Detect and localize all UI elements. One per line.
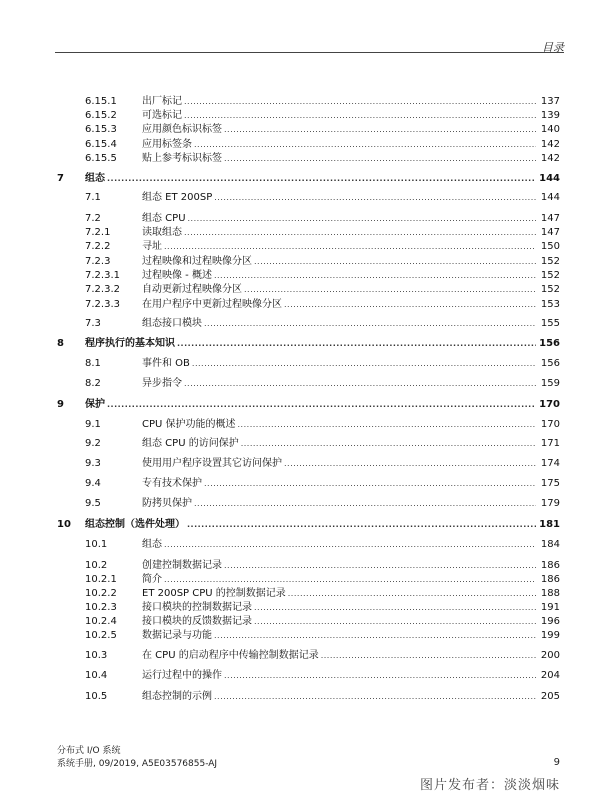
toc-entry-number: 10.3 — [85, 650, 108, 661]
toc-entry-number: 10.5 — [85, 691, 108, 702]
toc-entry-title: 防拷贝保护 — [142, 498, 192, 509]
toc-entry-page: 181 — [539, 519, 560, 530]
toc-entry-page: 152 — [540, 270, 560, 281]
toc-entry-row[interactable] — [0, 649, 600, 663]
toc-entry-row[interactable] — [0, 615, 600, 629]
toc-dot-leader — [164, 573, 536, 587]
toc-entry-number: 9.4 — [85, 478, 101, 489]
toc-entry-title: ET 200SP CPU 的控制数据记录 — [142, 588, 286, 599]
toc-entry-line — [142, 573, 560, 587]
toc-dot-leader — [254, 255, 536, 269]
toc-entry-title: 组态控制（选件处理） — [85, 519, 185, 530]
toc-entry-page: 186 — [540, 574, 560, 585]
toc-dot-leader — [244, 283, 536, 297]
toc-entry-number: 8.1 — [85, 358, 101, 369]
toc-entry-line — [142, 317, 560, 331]
toc-dot-leader — [204, 317, 536, 331]
toc-entry-title: 在 CPU 的启动程序中传输控制数据记录 — [142, 650, 319, 661]
toc-entry-page: 140 — [540, 124, 560, 135]
toc-entry-row[interactable] — [0, 123, 600, 137]
toc-entry-page: 150 — [540, 241, 560, 252]
toc-entry-number: 10.4 — [85, 670, 108, 681]
toc-entry-title: 应用颜色标识标签 — [142, 124, 222, 135]
toc-entry-row[interactable] — [0, 497, 600, 511]
toc-entry-row[interactable] — [0, 437, 600, 451]
toc-dot-leader — [224, 152, 536, 166]
toc-entry-number: 8 — [57, 338, 64, 349]
toc-entry-number: 9.2 — [85, 438, 101, 449]
toc-entry-number: 10.2.3 — [85, 602, 117, 613]
toc-dot-leader — [187, 518, 536, 532]
toc-entry-number: 8.2 — [85, 378, 101, 389]
toc-entry-row[interactable] — [0, 240, 600, 254]
toc-dot-leader — [224, 559, 536, 573]
watermark-text: 图片发布者：淡淡烟味 — [419, 778, 560, 793]
toc-entry-number: 10.2.1 — [85, 574, 117, 585]
toc-entry-title: CPU 保护功能的概述 — [142, 419, 236, 430]
toc-entry-page: 199 — [540, 630, 560, 641]
toc-entry-line — [142, 283, 560, 297]
toc-entry-title: 接口模块的反馈数据记录 — [142, 616, 252, 627]
toc-entry-line — [142, 690, 560, 704]
toc-entry-page: 142 — [540, 139, 560, 150]
toc-entry-number: 7.2.3.2 — [85, 284, 120, 295]
toc-entry-number: 6.15.3 — [85, 124, 117, 135]
toc-entry-number: 6.15.4 — [85, 139, 117, 150]
toc-entry-title: 组态控制的示例 — [142, 691, 212, 702]
toc-entry-number: 6.15.1 — [85, 96, 117, 107]
toc-dot-leader — [184, 95, 536, 109]
toc-entry-number: 7.3 — [85, 318, 101, 329]
toc-entry-title: 组态 CPU — [142, 213, 186, 224]
toc-entry-line — [142, 437, 560, 451]
toc-entry-page: 205 — [540, 691, 560, 702]
toc-entry-line — [142, 298, 560, 312]
toc-entry-row[interactable] — [0, 629, 600, 643]
toc-entry-line — [142, 457, 560, 471]
toc-entry-page: 152 — [540, 284, 560, 295]
toc-entry-page: 142 — [540, 153, 560, 164]
toc-entry-row[interactable] — [0, 587, 600, 601]
toc-entry-line — [142, 138, 560, 152]
footer-product: 分布式 I/O 系统 — [57, 746, 121, 756]
toc-entry-line — [142, 418, 560, 432]
toc-entry-title: 出厂标记 — [142, 96, 182, 107]
toc-entry-page: 144 — [540, 192, 560, 203]
toc-entry-line — [142, 240, 560, 254]
toc-entry-page: 159 — [540, 378, 560, 389]
toc-entry-row[interactable] — [0, 690, 600, 704]
toc-dot-leader — [177, 337, 536, 351]
toc-entry-line — [142, 226, 560, 240]
toc-entry-line — [142, 497, 560, 511]
toc-entry-title: 组态 — [85, 173, 105, 184]
toc-entry-title: 保护 — [85, 399, 105, 410]
toc-entry-number: 6.15.2 — [85, 110, 117, 121]
toc-entry-line — [142, 649, 560, 663]
toc-entry-page: 156 — [540, 358, 560, 369]
toc-entry-title: 组态接口模块 — [142, 318, 202, 329]
toc-chapter-row[interactable] — [0, 172, 600, 186]
toc-dot-leader — [164, 538, 536, 552]
toc-entry-page: 170 — [539, 399, 560, 410]
toc-entry-row[interactable] — [0, 669, 600, 683]
toc-entry-number: 7.2.1 — [85, 227, 111, 238]
toc-entry-number: 9.1 — [85, 419, 101, 430]
toc-entry-row[interactable] — [0, 377, 600, 391]
toc-entry-page: 155 — [540, 318, 560, 329]
toc-entry-row[interactable] — [0, 477, 600, 491]
toc-entry-line — [142, 587, 560, 601]
toc-entry-line — [142, 109, 560, 123]
header-title: 目录 — [542, 41, 564, 54]
toc-entry-number: 6.15.5 — [85, 153, 117, 164]
toc-entry-title: 简介 — [142, 574, 162, 585]
toc-entry-row[interactable] — [0, 283, 600, 297]
toc-entry-page: 171 — [540, 438, 560, 449]
toc-entry-row[interactable] — [0, 212, 600, 226]
toc-entry-row[interactable] — [0, 138, 600, 152]
toc-entry-line — [142, 255, 560, 269]
toc-entry-number: 7.2.2 — [85, 241, 111, 252]
toc-entry-line — [142, 601, 560, 615]
toc-entry-line — [142, 477, 560, 491]
toc-dot-leader — [192, 357, 536, 371]
toc-entry-line — [142, 212, 560, 226]
footer-manual-info: 系统手册, 09/2019, A5E03576855-AJ — [57, 759, 218, 769]
toc-dot-leader — [224, 123, 536, 137]
toc-entry-row[interactable] — [0, 457, 600, 471]
toc-entry-line — [142, 377, 560, 391]
toc-entry-number: 10.1 — [85, 539, 108, 550]
toc-entry-page: 137 — [540, 96, 560, 107]
toc-entry-title: 接口模块的控制数据记录 — [142, 602, 252, 613]
toc-dot-leader — [164, 240, 536, 254]
toc-entry-page: 188 — [540, 588, 560, 599]
toc-entry-page: 156 — [539, 338, 560, 349]
toc-entry-page: 170 — [540, 419, 560, 430]
toc-entry-page: 186 — [540, 560, 560, 571]
toc-dot-leader — [107, 398, 536, 412]
toc-entry-title: 过程映像 - 概述 — [142, 270, 212, 281]
toc-entry-line — [142, 538, 560, 552]
toc-entry-title: 组态 — [142, 539, 162, 550]
toc-entry-number: 7.2.3.1 — [85, 270, 120, 281]
toc-entry-title: 数据记录与功能 — [142, 630, 212, 641]
toc-dot-leader — [214, 269, 536, 283]
toc-entry-number: 9 — [57, 399, 64, 410]
toc-entry-line — [142, 95, 560, 109]
toc-entry-row[interactable] — [0, 357, 600, 371]
toc-entry-title: 可选标记 — [142, 110, 182, 121]
toc-entry-page: 184 — [540, 539, 560, 550]
toc-dot-leader — [238, 418, 536, 432]
toc-entry-page: 204 — [540, 670, 560, 681]
toc-dot-leader — [288, 587, 536, 601]
toc-dot-leader — [204, 477, 536, 491]
toc-entry-title: 运行过程中的操作 — [142, 670, 222, 681]
toc-entry-row[interactable] — [0, 298, 600, 312]
toc-dot-leader — [184, 377, 536, 391]
toc-entry-page: 175 — [540, 478, 560, 489]
toc-entry-line — [142, 152, 560, 166]
toc-entry-number: 10.2.4 — [85, 616, 117, 627]
toc-entry-line — [142, 191, 560, 205]
toc-chapter-row[interactable] — [0, 398, 600, 412]
page-number: 9 — [553, 757, 560, 768]
toc-entry-title: 在用户程序中更新过程映像分区 — [142, 299, 282, 310]
toc-dot-leader — [188, 212, 536, 226]
toc-dot-leader — [224, 669, 536, 683]
toc-entry-line — [142, 669, 560, 683]
toc-entry-row[interactable] — [0, 109, 600, 123]
toc-dot-leader — [214, 690, 536, 704]
toc-entry-number: 9.3 — [85, 458, 101, 469]
toc-entry-number: 10.2 — [85, 560, 108, 571]
toc-entry-number: 9.5 — [85, 498, 101, 509]
toc-entry-number: 10.2.5 — [85, 630, 117, 641]
toc-entry-number: 7 — [57, 173, 64, 184]
toc-entry-title: 读取组态 — [142, 227, 182, 238]
toc-entry-page: 196 — [540, 616, 560, 627]
toc-chapter-row[interactable] — [0, 337, 600, 351]
toc-entry-page: 153 — [540, 299, 560, 310]
toc-entry-line — [85, 337, 560, 351]
toc-dot-leader — [241, 437, 536, 451]
toc-dot-leader — [214, 629, 536, 643]
toc-entry-number: 7.2.3 — [85, 256, 111, 267]
toc-entry-line — [85, 518, 560, 532]
toc-entry-title: 异步指令 — [142, 378, 182, 389]
toc-entry-line — [142, 123, 560, 137]
toc-entry-page: 139 — [540, 110, 560, 121]
toc-entry-page: 174 — [540, 458, 560, 469]
toc-entry-row[interactable] — [0, 573, 600, 587]
toc-dot-leader — [284, 298, 536, 312]
toc-entry-line — [142, 615, 560, 629]
toc-entry-page: 191 — [540, 602, 560, 613]
toc-chapter-row[interactable] — [0, 518, 600, 532]
toc-entry-title: 使用用户程序设置其它访问保护 — [142, 458, 282, 469]
toc-entry-row[interactable] — [0, 269, 600, 283]
toc-entry-row[interactable] — [0, 152, 600, 166]
toc-entry-row[interactable] — [0, 95, 600, 109]
toc-entry-title: 事件和 OB — [142, 358, 190, 369]
toc-entry-title: 寻址 — [142, 241, 162, 252]
toc-entry-title: 组态 CPU 的访问保护 — [142, 438, 239, 449]
toc-entry-row[interactable] — [0, 418, 600, 432]
toc-dot-leader — [184, 226, 536, 240]
toc-entry-row[interactable] — [0, 317, 600, 331]
toc-entry-page: 147 — [540, 213, 560, 224]
toc-entry-title: 贴上参考标识标签 — [142, 153, 222, 164]
toc-entry-number: 7.2 — [85, 213, 101, 224]
toc-entry-row[interactable] — [0, 255, 600, 269]
toc-entry-title: 组态 ET 200SP — [142, 192, 213, 203]
toc-entry-line — [142, 629, 560, 643]
toc-entry-number: 10.2.2 — [85, 588, 117, 599]
toc-entry-page: 144 — [539, 173, 560, 184]
toc-entry-row[interactable] — [0, 601, 600, 615]
toc-entry-page: 200 — [540, 650, 560, 661]
toc-dot-leader — [107, 172, 536, 186]
toc-entry-line — [85, 398, 560, 412]
toc-dot-leader — [284, 457, 536, 471]
toc-entry-page: 147 — [540, 227, 560, 238]
toc-entry-title: 过程映像和过程映像分区 — [142, 256, 252, 267]
toc-entry-line — [142, 559, 560, 573]
toc-entry-line — [85, 172, 560, 186]
toc-entry-row[interactable] — [0, 191, 600, 205]
toc-dot-leader — [254, 601, 536, 615]
toc-dot-leader — [321, 649, 536, 663]
toc-entry-row[interactable] — [0, 226, 600, 240]
toc-entry-row[interactable] — [0, 559, 600, 573]
toc-entry-title: 自动更新过程映像分区 — [142, 284, 242, 295]
toc-entry-number: 10 — [57, 519, 71, 530]
toc-entry-title: 应用标签条 — [142, 139, 192, 150]
toc-entry-line — [142, 269, 560, 283]
toc-entry-title: 程序执行的基本知识 — [85, 338, 175, 349]
toc-dot-leader — [184, 109, 536, 123]
toc-entry-row[interactable] — [0, 538, 600, 552]
toc-entry-page: 152 — [540, 256, 560, 267]
toc-dot-leader — [194, 138, 536, 152]
toc-entry-title: 创建控制数据记录 — [142, 560, 222, 571]
toc-entry-title: 专有技术保护 — [142, 478, 202, 489]
toc-dot-leader — [194, 497, 536, 511]
toc-entry-number: 7.2.3.3 — [85, 299, 120, 310]
toc-dot-leader — [214, 191, 536, 205]
toc-dot-leader — [254, 615, 536, 629]
toc-entry-page: 179 — [540, 498, 560, 509]
toc-entry-number: 7.1 — [85, 192, 101, 203]
toc-entry-line — [142, 357, 560, 371]
